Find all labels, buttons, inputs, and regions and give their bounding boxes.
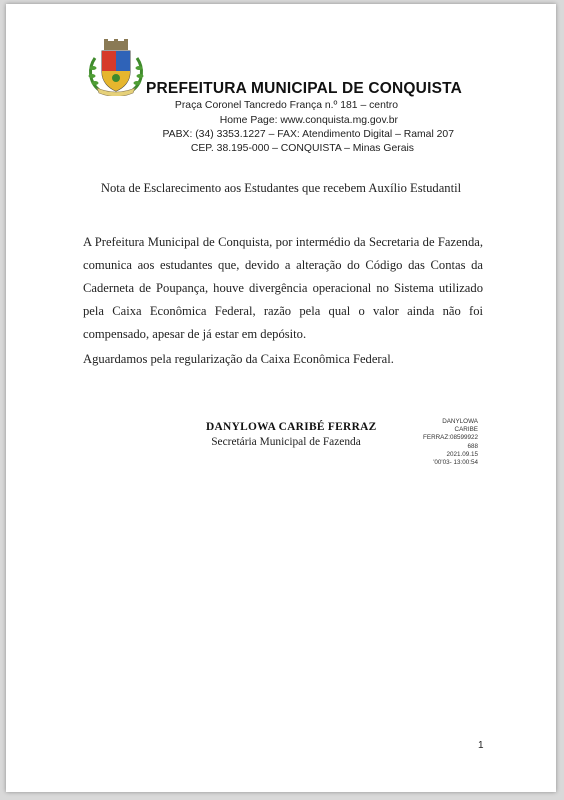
digital-signature-stamp	[386, 418, 478, 467]
stamp-line: DANYLOWA	[442, 418, 478, 425]
cep-line: CEP. 38.195-000 – CONQUISTA – Minas Gerais	[190, 143, 414, 154]
coat-of-arms-icon	[85, 38, 147, 96]
organization-name: PREFEITURA MUNICIPAL DE CONQUISTA	[146, 80, 463, 97]
phone-line: PABX: (34) 3353.1227 – FAX: Atendimento Digital – Ramal 207	[162, 129, 454, 140]
signatory-name: DANYLOWA CARIBÉ FERRAZ	[206, 421, 377, 433]
notice-paragraph-2: Aguardamos pela regularização da Caixa Econômica Federal.	[83, 352, 394, 366]
notice-paragraph-1: A Prefeitura Municipal de Conquista, por intermédio da Secretaria de Fazenda, comunica aos estudantes que, devido a alteração do Código das Contas da Caderneta de Poupança, houve divergência operacional no Sistema utilizado pela Caixa Econômica Federal, razão pela qual o valor ainda não foi compensado, apesar de já estar em depósito.	[83, 235, 483, 341]
stamp-line: CARIBE	[454, 426, 478, 434]
document-page	[6, 4, 556, 792]
page-number: 1	[478, 740, 484, 751]
address-line: Praça Coronel Tancredo França n.º 181 – centro	[174, 100, 398, 111]
stamp-line: 2021.09.15	[446, 450, 478, 458]
stamp-line: '00'03- 13:00:54	[433, 459, 478, 467]
signatory-role: Secretária Municipal de Fazenda	[211, 436, 361, 448]
stamp-line: 688	[467, 442, 478, 450]
stamp-line: FERRAZ:08599922	[423, 434, 478, 442]
notice-title: Nota de Esclarecimento aos Estudantes que recebem Auxílio Estudantil	[100, 181, 462, 195]
homepage-line: Home Page: www.conquista.mg.gov.br	[219, 115, 398, 126]
